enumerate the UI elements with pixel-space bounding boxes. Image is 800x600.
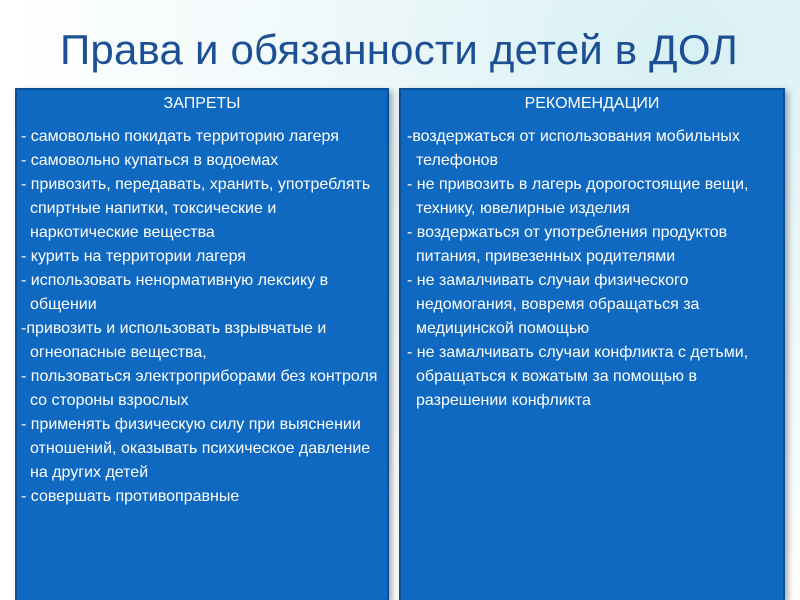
list-item: - воздержаться от употребления продуктов питания, привезенных родителями [407, 224, 728, 265]
prohibitions-list [17, 125, 387, 509]
list-item: - курить на территории лагеря [21, 248, 246, 265]
list-item: - не замалчивать случаи конфликта с детьми, обращаться к вожатым за помощью в разрешении конфликта [407, 344, 749, 409]
recommendations-list [401, 125, 783, 413]
list-item: -воздержаться от использования мобильных телефонов [407, 128, 740, 169]
list-item: - пользоваться электроприборами без контроля со стороны взрослых [21, 368, 378, 409]
list-item: - самовольно покидать территорию лагеря [21, 128, 339, 145]
list-item: - не привозить в лагерь дорогостоящие вещи, технику, ювелирные изделия [407, 176, 749, 217]
list-item: - привозить, передавать, хранить, употреблять спиртные напитки, токсические и наркотические вещества [21, 176, 371, 241]
recommendations-panel [399, 88, 785, 600]
prohibitions-header: ЗАПРЕТЫ [163, 95, 241, 112]
list-item: - использовать ненормативную лексику в общении [21, 272, 329, 313]
prohibitions-panel [15, 88, 389, 600]
list-item: - не замалчивать случаи физического недомогания, вовремя обращаться за медицинской помощью [407, 272, 700, 337]
recommendations-header: РЕКОМЕНДАЦИИ [524, 95, 660, 112]
list-item: -привозить и использовать взрывчатые и огнеопасные вещества, [21, 320, 327, 361]
list-item: - совершать противоправные [21, 488, 240, 505]
list-item: - применять физическую силу при выяснении отношений, оказывать психическое давление на других детей [21, 416, 371, 481]
list-item: - самовольно купаться в водоемах [21, 152, 279, 169]
slide-title: Права и обязанности детей в ДОЛ [60, 26, 738, 73]
